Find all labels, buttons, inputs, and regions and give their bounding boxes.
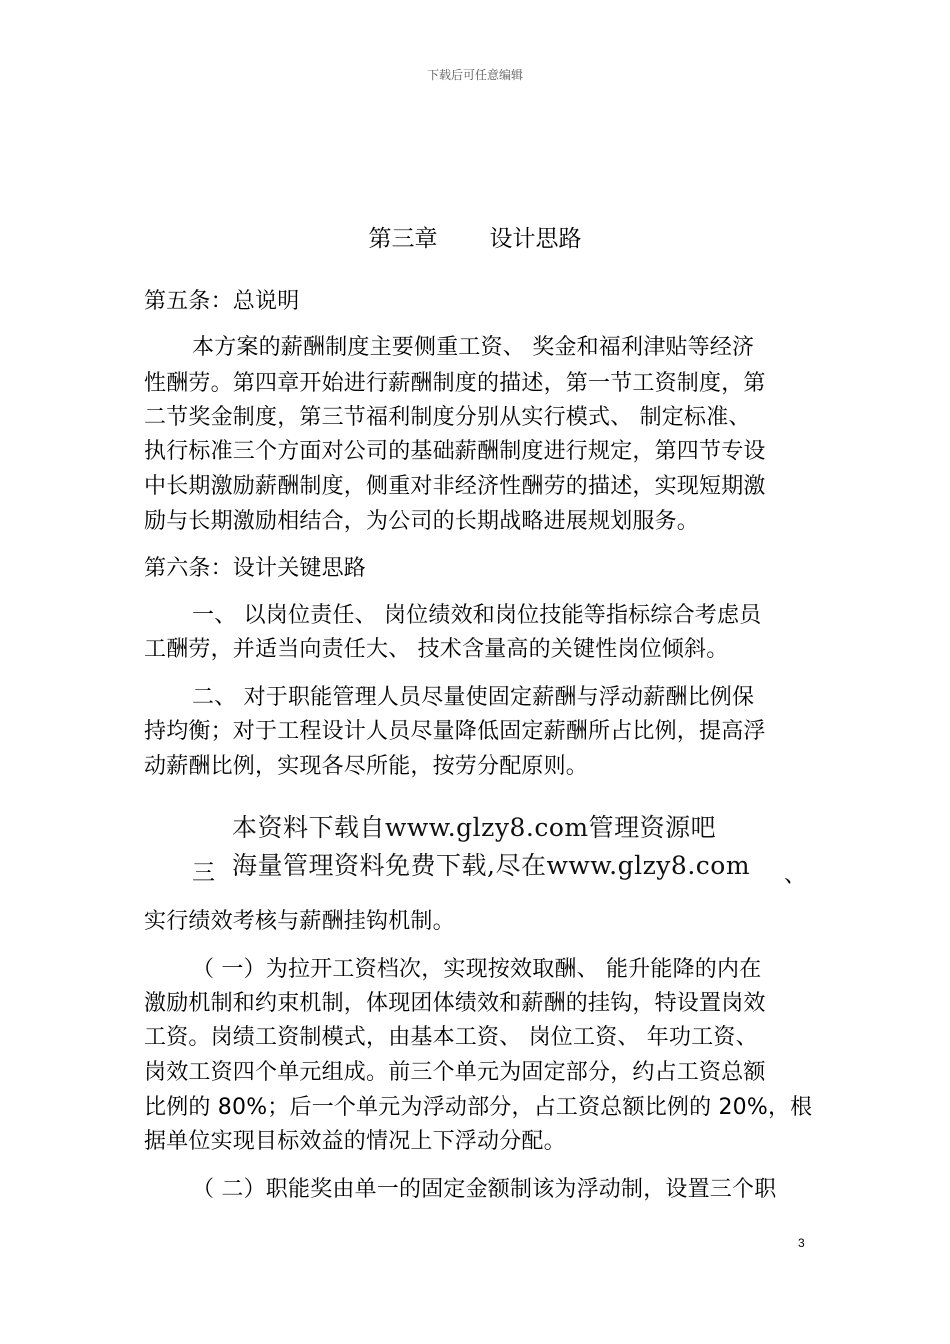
item3-line: 实行绩效考核与薪酬挂钩机制。 — [144, 909, 455, 934]
sub1-line: 工资。岗绩工资制模式，由基本工资、 岗位工资、 年功工资、 — [144, 1025, 758, 1050]
article5-line: 性酬劳。第四章开始进行薪酬制度的描述，第一节工资制度，第 — [144, 371, 766, 396]
watermark-line: 本资料下载自www.glzy8.com管理资源吧 — [232, 813, 717, 842]
chapter-number: 第三章 — [368, 226, 438, 252]
header-note: 下载后可任意编辑 — [426, 68, 523, 82]
sub1-line: 激励机制和约束机制，体现团体绩效和薪酬的挂钩，特设置岗效 — [144, 991, 766, 1016]
sub1-line: 据单位实现目标效益的情况上下浮动分配。 — [144, 1129, 566, 1154]
item3-suffix: 、 — [784, 863, 807, 888]
item2-line: 二、 对于职能管理人员尽量使固定薪酬与浮动薪酬比例保 — [192, 685, 755, 710]
article5-line: 中长期激励薪酬制度，侧重对非经济性酬劳的描述，实现短期激 — [144, 474, 766, 499]
item1-line: 一、 以岗位责任、 岗位绩效和岗位技能等指标综合考虑员 — [192, 603, 762, 628]
item2-line: 动薪酬比例，实现各尽所能，按劳分配原则。 — [144, 754, 589, 779]
sub1-line: 岗效工资四个单元组成。前三个单元为固定部分，约占工资总额 — [144, 1060, 766, 1085]
article5-line: 执行标准三个方面对公司的基础薪酬制度进行规定，第四节专设 — [144, 439, 766, 464]
article6-heading: 第六条：设计关键思路 — [144, 556, 367, 581]
article5-line: 二节奖金制度，第三节福利制度分别从实行模式、 制定标准、 — [144, 405, 751, 430]
sub1-line: 比例的 80%；后一个单元为浮动部分，占工资总额比例的 20%，根 — [144, 1095, 813, 1120]
article5-heading: 第五条：总说明 — [144, 289, 300, 314]
chapter-title — [0, 220, 950, 253]
chapter-name: 设计思路 — [489, 226, 582, 252]
article5-line: 本方案的薪酬制度主要侧重工资、 奖金和福利津贴等经济 — [192, 335, 755, 360]
item2-line: 持均衡；对于工程设计人员尽量降低固定薪酬所占比例，提高浮 — [144, 719, 766, 744]
article5-line: 励与长期激励相结合，为公司的长期战略进展规划服务。 — [144, 509, 700, 534]
sub2-line: （ 二）职能奖由单一的固定金额制该为浮动制，设置三个职 — [192, 1177, 777, 1202]
item3-prefix: 三 — [192, 860, 216, 886]
sub1-line: （ 一）为拉开工资档次，实现按效取酬、 能升能降的内在 — [192, 957, 762, 982]
watermark-line: 海量管理资料免费下载,尽在www.glzy8.com — [232, 851, 751, 880]
item1-line: 工酬劳，并适当向责任大、 技术含量高的关键性岗位倾斜。 — [144, 637, 729, 662]
page-number: 3 — [798, 1236, 805, 1250]
